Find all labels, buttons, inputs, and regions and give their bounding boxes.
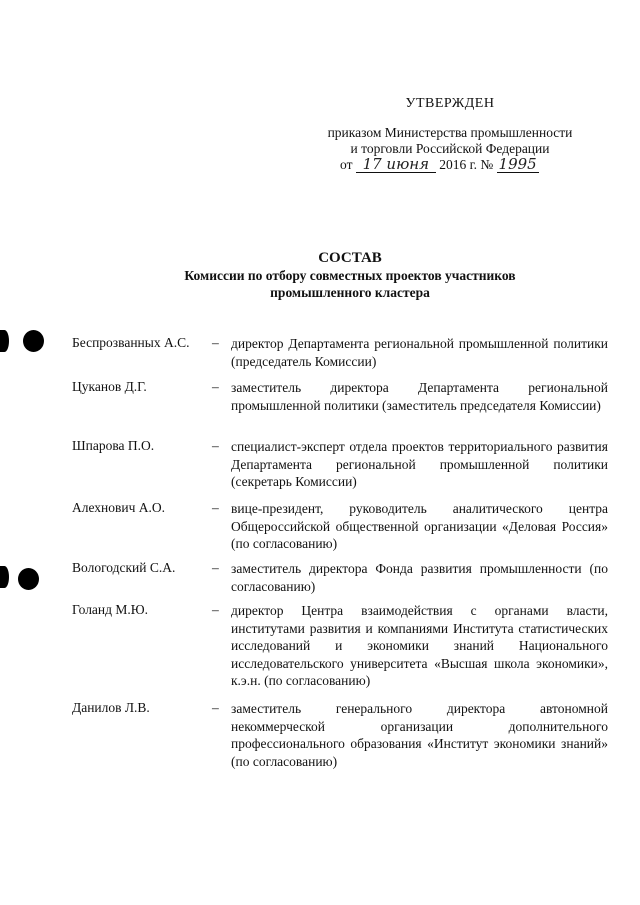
member-name: Шпарова П.О.	[72, 438, 155, 453]
member-dash: –	[212, 500, 219, 515]
punch-hole-left-2	[0, 566, 9, 588]
member-name: Цуканов Д.Г.	[72, 379, 147, 394]
member-name: Вологодский С.А.	[72, 560, 176, 575]
member-description: вице-президент, руководитель аналитического центра Общероссийской общественной организации «Деловая Россия» (по согласованию)	[231, 501, 608, 551]
member-dash: –	[212, 379, 219, 394]
document-title: СОСТАВ	[318, 250, 382, 266]
document-subtitle-line-1: Комиссии по отбору совместных проектов участников	[184, 268, 516, 283]
member-description: специалист-эксперт отдела проектов территориального развития Департамента региональной промышленной политики (секретарь Комиссии)	[231, 439, 608, 489]
member-dash: –	[212, 438, 219, 453]
member-name: Беспрозванных А.С.	[72, 335, 190, 350]
handwritten-number: 1995	[498, 155, 537, 173]
order-line-2: и торговли Российской Федерации	[350, 141, 550, 156]
member-name: Алехнович А.О.	[72, 500, 166, 515]
member-dash: –	[212, 560, 219, 575]
order-prefix: от	[340, 157, 353, 172]
member-description: директор Департамента региональной промышленной политики (председатель Комиссии)	[231, 336, 608, 369]
member-dash: –	[212, 602, 219, 617]
order-line-1: приказом Министерства промышленности	[327, 125, 573, 140]
order-date-line	[340, 156, 539, 174]
document-subtitle-line-2: промышленного кластера	[270, 285, 430, 300]
member-name: Голанд М.Ю.	[72, 602, 149, 617]
member-description: заместитель директора Департамента региональной промышленной политики (заместитель председателя Комиссии)	[231, 380, 608, 413]
punch-hole-2	[18, 568, 39, 590]
handwritten-date: 17 июня	[356, 156, 436, 173]
member-description: заместитель директора Фонда развития промышленности (по согласованию)	[231, 561, 608, 594]
member-dash: –	[212, 700, 219, 715]
member-description: заместитель генерального директора автономной некоммерческой организации дополнительного профессионального образования «Институт экономики знаний» (по согласованию)	[231, 701, 608, 769]
member-description: директор Центра взаимодействия с органами власти, институтами развития и компаниями Института статистических исследований и экономики знаний Национального исследовательского университета «Высшая школа экономики», к.э.н. (по согласованию)	[231, 603, 608, 688]
member-name: Данилов Л.В.	[72, 700, 150, 715]
member-dash: –	[212, 335, 219, 350]
punch-hole-left-1	[0, 330, 9, 352]
approved-label: УТВЕРЖДЕН	[405, 96, 495, 111]
order-year: 2016 г. №	[439, 157, 494, 172]
punch-hole-1	[23, 330, 44, 352]
